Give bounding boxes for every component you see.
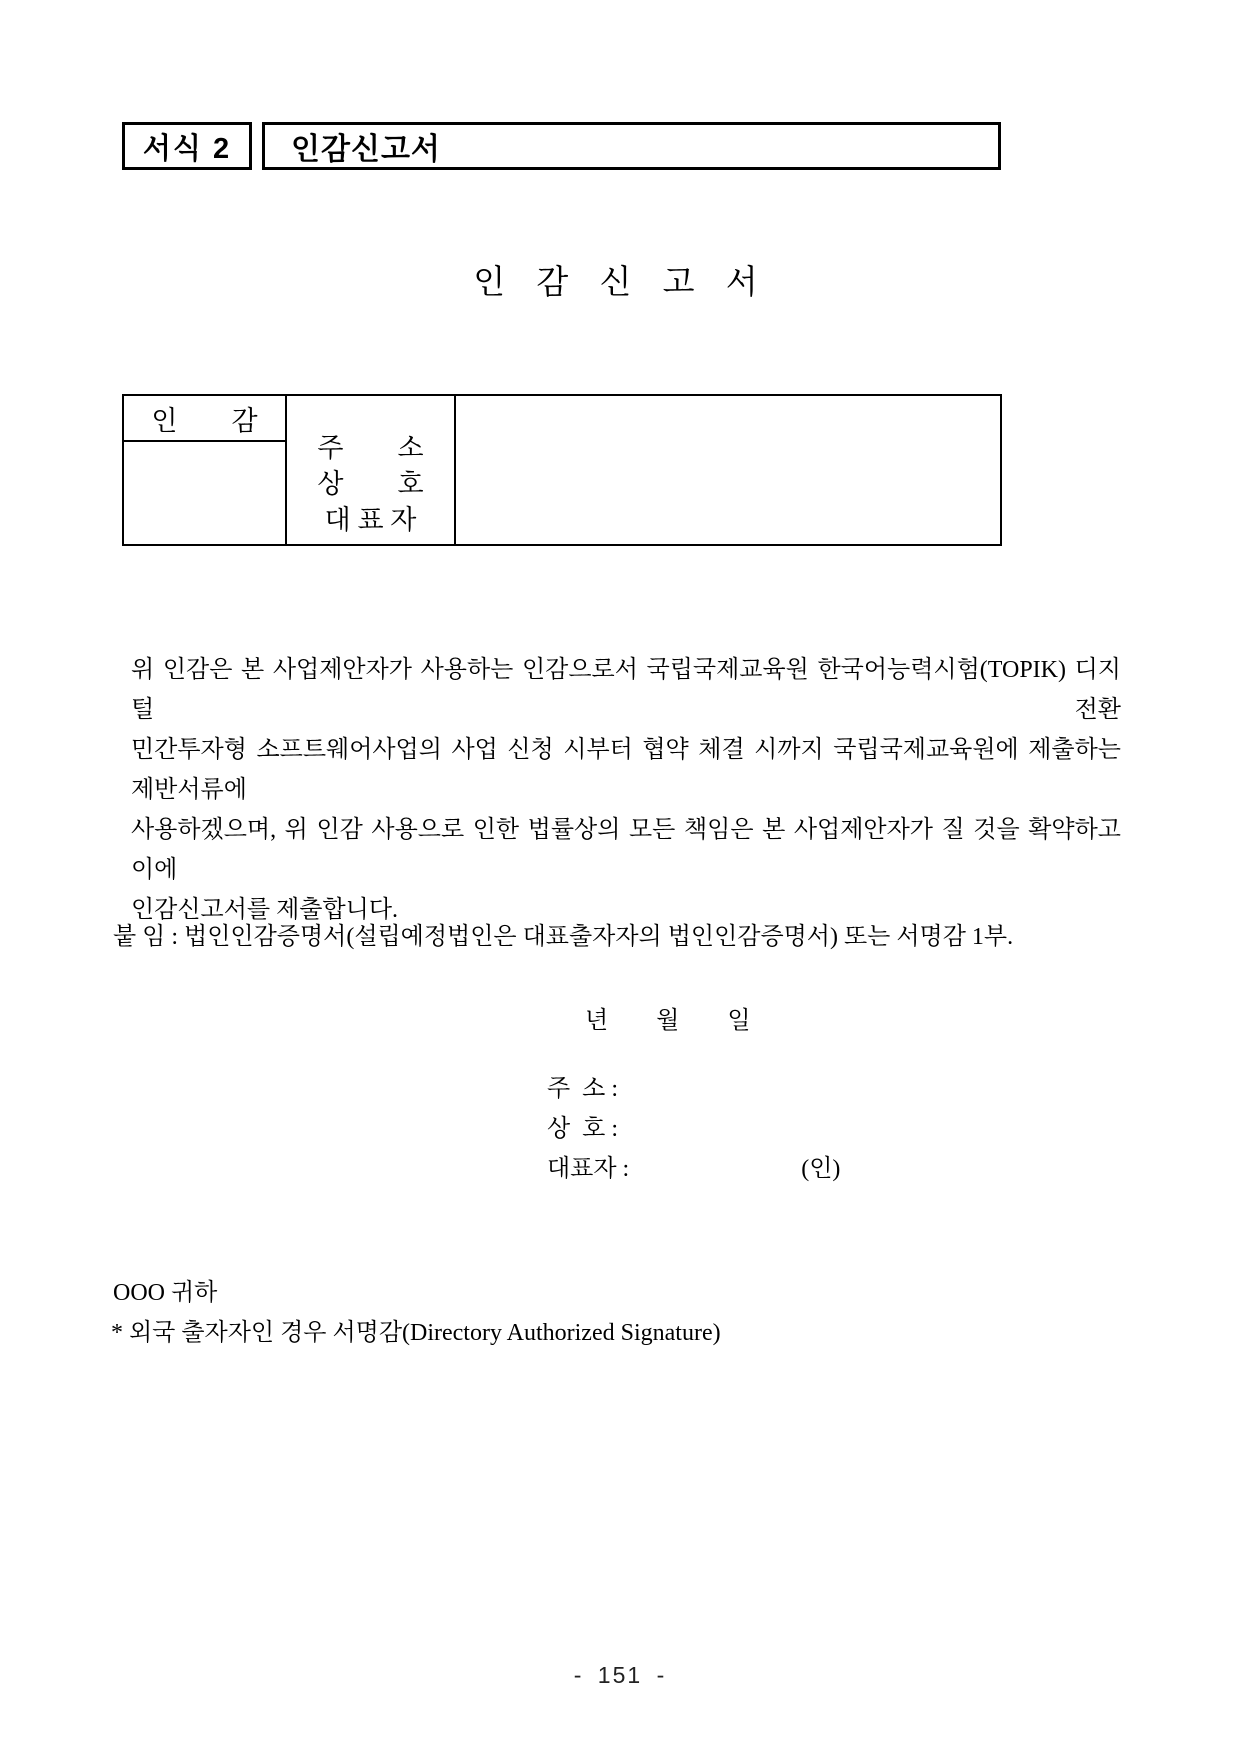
seal-header-cell [124, 396, 285, 442]
body-line: 위 인감은 본 사업제안자가 사용하는 인감으로서 국립국제교육원 한국어능력시험(TOPIK) 디지털 전환 [131, 657, 1121, 723]
date-line: 년 월 일 [585, 1008, 751, 1034]
seal-mark: (인) [801, 1156, 841, 1182]
body-paragraph [131, 650, 1121, 930]
seal-table [122, 394, 1002, 546]
field-value-cell [456, 396, 1000, 544]
body-line: 민간투자형 소프트웨어사업의 사업 신청 시부터 협약 체결 시까지 국립국제교육원에 제출하는 제반서류에 [131, 737, 1121, 803]
signature-address-label: 주 소 : [547, 1076, 619, 1102]
form-number-label: 서식 2 [142, 132, 232, 165]
signature-company-label: 상 호 : [547, 1116, 619, 1142]
address-label: 주 소 [317, 433, 424, 463]
form-header [122, 122, 1001, 170]
form-name-label: 인감신고서 [291, 133, 441, 166]
attachment-note: 붙 임 : 법인인감증명서(설립예정법인은 대표출자자의 법인인감증명서) 또는 서명감 1부. [113, 924, 1014, 950]
seal-column [124, 396, 287, 544]
signature-address-row [547, 1072, 840, 1112]
form-number-box [122, 122, 252, 170]
page-number: - 151 - [573, 1662, 667, 1688]
document-title: 인 감 신 고 서 [473, 265, 767, 301]
form-name-box [262, 122, 1001, 170]
signature-representative-row [547, 1152, 840, 1192]
signature-block [547, 1072, 840, 1192]
signature-company-row [547, 1112, 840, 1152]
body-line: 사용하겠으며, 위 인감 사용으로 인한 법률상의 모든 책임은 본 사업제안자가 질 것을 확약하고 이에 [131, 817, 1121, 883]
seal-impression-cell [124, 442, 285, 544]
field-label-column [287, 396, 456, 544]
body-line: 인감신고서를 제출합니다. [131, 897, 399, 923]
company-label: 상 호 [317, 469, 424, 499]
representative-label: 대 표 자 [324, 505, 417, 535]
addressee-line: OOO 귀하 [113, 1280, 218, 1306]
signature-representative-label: 대표자 : [547, 1156, 630, 1182]
seal-label: 인 감 [151, 405, 258, 436]
footnote-line: * 외국 출자자인 경우 서명감(Directory Authorized Signature) [111, 1320, 721, 1346]
